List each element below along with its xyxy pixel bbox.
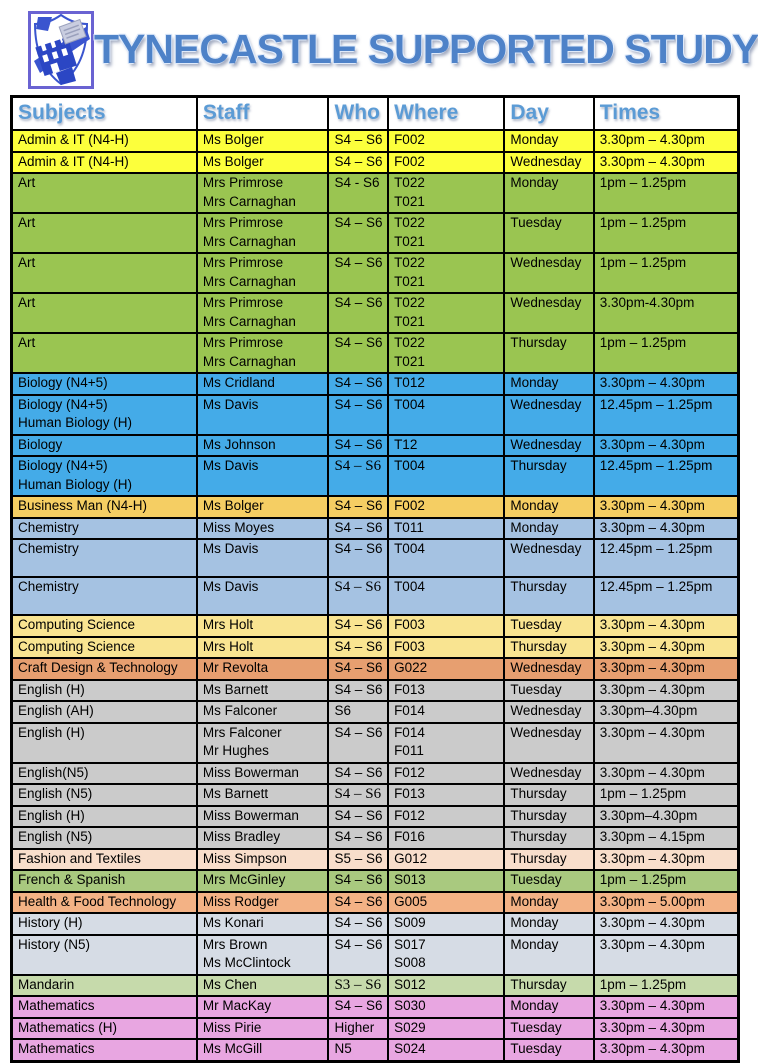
cell-who: S4 – S6 [328, 152, 388, 174]
cell-who: S4 – S6 [328, 615, 388, 637]
cell-staff: Mrs Primrose Mrs Carnaghan [197, 333, 329, 373]
cell-day: Tuesday [504, 213, 593, 253]
cell-staff: Mrs Primrose Mrs Carnaghan [197, 213, 329, 253]
table-row [12, 395, 739, 435]
cell-subject: English (N5) [12, 827, 197, 849]
cell-day: Thursday [504, 806, 593, 828]
column-header-subjects: Subjects [12, 97, 197, 131]
supported-study-table [10, 95, 740, 1063]
cell-staff: Ms Davis [197, 539, 329, 577]
cell-times: 1pm – 1.25pm [594, 173, 739, 213]
cell-times: 12.45pm – 1.25pm [594, 577, 739, 615]
column-header-who: Who [328, 97, 388, 131]
cell-who: S4 – S6 [328, 680, 388, 702]
table-row [12, 130, 739, 152]
cell-staff: Ms Bolger [197, 130, 329, 152]
cell-times: 3.30pm – 4.30pm [594, 658, 739, 680]
cell-staff: Ms Davis [197, 395, 329, 435]
cell-who: S4 – S6 [328, 213, 388, 253]
cell-subject: Chemistry [12, 518, 197, 540]
cell-day: Monday [504, 996, 593, 1018]
cell-subject: Mathematics (H) [12, 1018, 197, 1040]
table-row [12, 1018, 739, 1040]
cell-times: 3.30pm – 4.30pm [594, 435, 739, 457]
cell-subject: Art [12, 213, 197, 253]
cell-staff: Miss Bowerman [197, 763, 329, 785]
cell-who: S4 – S6 [328, 935, 388, 975]
cell-times: 3.30pm – 4.30pm [594, 373, 739, 395]
cell-staff: Miss Pirie [197, 1018, 329, 1040]
cell-times: 3.30pm – 4.30pm [594, 496, 739, 518]
cell-day: Monday [504, 892, 593, 914]
cell-where: T004 [388, 577, 504, 615]
cell-where: F002 [388, 496, 504, 518]
cell-who: S4 – S6 [328, 996, 388, 1018]
cell-where: G022 [388, 658, 504, 680]
cell-who: S4 – S6 [328, 577, 388, 615]
cell-subject: Health & Food Technology [12, 892, 197, 914]
cell-day: Wednesday [504, 539, 593, 577]
cell-who: S5 – S6 [328, 849, 388, 871]
cell-staff: Ms Bolger [197, 152, 329, 174]
cell-where: F002 [388, 152, 504, 174]
cell-staff: Mrs Brown Ms McClintock [197, 935, 329, 975]
cell-staff: Ms Davis [197, 456, 329, 496]
cell-staff: Miss Simpson [197, 849, 329, 871]
cell-times: 3.30pm – 4.30pm [594, 913, 739, 935]
table-row [12, 435, 739, 457]
cell-day: Wednesday [504, 763, 593, 785]
cell-subject: Mandarin [12, 975, 197, 997]
cell-who: S4 – S6 [328, 456, 388, 496]
cell-who: Higher [328, 1018, 388, 1040]
table-row [12, 173, 739, 213]
table-row [12, 827, 739, 849]
cell-subject: Computing Science [12, 637, 197, 659]
cell-day: Tuesday [504, 1039, 593, 1061]
cell-subject: Mathematics [12, 996, 197, 1018]
cell-subject: Biology (N4+5) [12, 373, 197, 395]
cell-staff: Mr MacKay [197, 996, 329, 1018]
cell-day: Thursday [504, 849, 593, 871]
cell-times: 3.30pm – 4.30pm [594, 680, 739, 702]
cell-who: S4 – S6 [328, 637, 388, 659]
table-row [12, 615, 739, 637]
cell-where: T12 [388, 435, 504, 457]
cell-subject: Craft Design & Technology [12, 658, 197, 680]
cell-staff: Mr Revolta [197, 658, 329, 680]
cell-subject: English (H) [12, 723, 197, 763]
table-row [12, 784, 739, 806]
cell-day: Wednesday [504, 723, 593, 763]
cell-who: S4 – S6 [328, 373, 388, 395]
column-header-staff: Staff [197, 97, 329, 131]
cell-times: 3.30pm – 4.30pm [594, 1039, 739, 1061]
page-title: TYNECASTLE SUPPORTED STUDY [94, 26, 758, 72]
cell-who: S4 – S6 [328, 913, 388, 935]
cell-times: 1pm – 1.25pm [594, 870, 739, 892]
cell-who: S4 – S6 [328, 784, 388, 806]
cell-who: S4 - S6 [328, 173, 388, 213]
cell-staff: Mrs McGinley [197, 870, 329, 892]
cell-subject: English (N5) [12, 784, 197, 806]
cell-subject: Art [12, 253, 197, 293]
table-row [12, 637, 739, 659]
cell-day: Wednesday [504, 152, 593, 174]
cell-where: T022 T021 [388, 253, 504, 293]
cell-subject: History (N5) [12, 935, 197, 975]
cell-times: 3.30pm – 4.30pm [594, 935, 739, 975]
table-row [12, 373, 739, 395]
cell-staff: Ms Johnson [197, 435, 329, 457]
table-row [12, 913, 739, 935]
cell-where: F016 [388, 827, 504, 849]
table-row [12, 763, 739, 785]
cell-who: S4 – S6 [328, 723, 388, 763]
cell-where: T012 [388, 373, 504, 395]
cell-day: Thursday [504, 456, 593, 496]
cell-times: 1pm – 1.25pm [594, 784, 739, 806]
cell-staff: Ms Chen [197, 975, 329, 997]
cell-who: S4 – S6 [328, 763, 388, 785]
cell-day: Monday [504, 518, 593, 540]
table-row [12, 701, 739, 723]
table-row [12, 577, 739, 615]
cell-day: Tuesday [504, 615, 593, 637]
cell-subject: Biology (N4+5) Human Biology (H) [12, 395, 197, 435]
table-row [12, 496, 739, 518]
cell-day: Tuesday [504, 1018, 593, 1040]
cell-times: 3.30pm – 4.30pm [594, 849, 739, 871]
column-header-day: Day [504, 97, 593, 131]
cell-times: 12.45pm – 1.25pm [594, 395, 739, 435]
table-row [12, 849, 739, 871]
cell-times: 3.30pm – 4.30pm [594, 763, 739, 785]
cell-day: Wednesday [504, 658, 593, 680]
cell-who: S4 – S6 [328, 435, 388, 457]
table-row [12, 518, 739, 540]
cell-times: 3.30pm-4.30pm [594, 293, 739, 333]
cell-who: S4 – S6 [328, 806, 388, 828]
school-crest-icon [28, 11, 94, 89]
cell-subject: Art [12, 333, 197, 373]
cell-subject: Biology [12, 435, 197, 457]
cell-times: 3.30pm–4.30pm [594, 806, 739, 828]
cell-day: Thursday [504, 975, 593, 997]
cell-day: Monday [504, 496, 593, 518]
cell-who: S4 – S6 [328, 892, 388, 914]
cell-where: F003 [388, 637, 504, 659]
cell-staff: Mrs Primrose Mrs Carnaghan [197, 253, 329, 293]
cell-where: S013 [388, 870, 504, 892]
cell-staff: Miss Moyes [197, 518, 329, 540]
cell-staff: Mrs Primrose Mrs Carnaghan [197, 293, 329, 333]
cell-where: F014 [388, 701, 504, 723]
cell-where: T004 [388, 539, 504, 577]
cell-subject: Computing Science [12, 615, 197, 637]
table-header-row [12, 97, 739, 131]
column-header-times: Times [594, 97, 739, 131]
cell-where: F003 [388, 615, 504, 637]
cell-day: Monday [504, 130, 593, 152]
cell-times: 3.30pm – 4.30pm [594, 615, 739, 637]
cell-day: Thursday [504, 827, 593, 849]
cell-times: 1pm – 1.25pm [594, 213, 739, 253]
cell-where: S030 [388, 996, 504, 1018]
cell-where: G005 [388, 892, 504, 914]
cell-staff: Mrs Primrose Mrs Carnaghan [197, 173, 329, 213]
cell-times: 3.30pm – 5.00pm [594, 892, 739, 914]
cell-times: 3.30pm – 4.30pm [594, 637, 739, 659]
masthead [0, 0, 758, 92]
cell-staff: Mrs Falconer Mr Hughes [197, 723, 329, 763]
cell-where: T022 T021 [388, 293, 504, 333]
cell-where: S029 [388, 1018, 504, 1040]
cell-times: 3.30pm – 4.30pm [594, 723, 739, 763]
cell-subject: Chemistry [12, 539, 197, 577]
cell-where: T004 [388, 395, 504, 435]
cell-times: 1pm – 1.25pm [594, 253, 739, 293]
cell-where: S017 S008 [388, 935, 504, 975]
cell-where: F013 [388, 784, 504, 806]
cell-who: S4 – S6 [328, 496, 388, 518]
cell-staff: Mrs Holt [197, 615, 329, 637]
cell-subject: Mathematics [12, 1039, 197, 1061]
column-header-where: Where [388, 97, 504, 131]
cell-staff: Ms Barnett [197, 680, 329, 702]
table-row [12, 152, 739, 174]
cell-day: Wednesday [504, 293, 593, 333]
cell-day: Monday [504, 913, 593, 935]
cell-where: F014 F011 [388, 723, 504, 763]
cell-where: T011 [388, 518, 504, 540]
cell-times: 1pm – 1.25pm [594, 975, 739, 997]
table-row [12, 456, 739, 496]
cell-who: S4 – S6 [328, 870, 388, 892]
table-header [12, 97, 739, 131]
cell-day: Thursday [504, 333, 593, 373]
cell-staff: Ms Davis [197, 577, 329, 615]
cell-subject: English (H) [12, 680, 197, 702]
table-row [12, 539, 739, 577]
cell-subject: Chemistry [12, 577, 197, 615]
cell-who: S6 [328, 701, 388, 723]
cell-where: F002 [388, 130, 504, 152]
cell-subject: Fashion and Textiles [12, 849, 197, 871]
cell-times: 12.45pm – 1.25pm [594, 456, 739, 496]
cell-times: 12.45pm – 1.25pm [594, 539, 739, 577]
cell-subject: Art [12, 173, 197, 213]
cell-day: Wednesday [504, 701, 593, 723]
cell-subject: Admin & IT (N4-H) [12, 152, 197, 174]
cell-day: Wednesday [504, 253, 593, 293]
table-row [12, 806, 739, 828]
table-row [12, 333, 739, 373]
cell-where: G012 [388, 849, 504, 871]
cell-where: T022 T021 [388, 213, 504, 253]
cell-staff: Ms Konari [197, 913, 329, 935]
cell-times: 1pm – 1.25pm [594, 333, 739, 373]
cell-where: S024 [388, 1039, 504, 1061]
cell-where: F012 [388, 763, 504, 785]
table-row [12, 996, 739, 1018]
cell-where: S009 [388, 913, 504, 935]
cell-who: S4 – S6 [328, 658, 388, 680]
cell-day: Tuesday [504, 870, 593, 892]
cell-who: S4 – S6 [328, 253, 388, 293]
cell-where: T022 T021 [388, 333, 504, 373]
cell-where: S012 [388, 975, 504, 997]
cell-who: S4 – S6 [328, 539, 388, 577]
cell-subject: English (AH) [12, 701, 197, 723]
cell-staff: Ms Falconer [197, 701, 329, 723]
cell-staff: Ms Bolger [197, 496, 329, 518]
cell-times: 3.30pm – 4.30pm [594, 996, 739, 1018]
cell-subject: French & Spanish [12, 870, 197, 892]
table-row [12, 870, 739, 892]
cell-times: 3.30pm–4.30pm [594, 701, 739, 723]
cell-staff: Mrs Holt [197, 637, 329, 659]
table-row [12, 213, 739, 253]
cell-times: 3.30pm – 4.15pm [594, 827, 739, 849]
cell-who: S4 – S6 [328, 333, 388, 373]
cell-day: Monday [504, 173, 593, 213]
cell-day: Thursday [504, 637, 593, 659]
table-row [12, 892, 739, 914]
cell-day: Tuesday [504, 680, 593, 702]
table-row [12, 253, 739, 293]
cell-times: 3.30pm – 4.30pm [594, 152, 739, 174]
cell-day: Monday [504, 373, 593, 395]
cell-day: Thursday [504, 577, 593, 615]
cell-who: N5 [328, 1039, 388, 1061]
cell-subject: Admin & IT (N4-H) [12, 130, 197, 152]
cell-staff: Miss Bradley [197, 827, 329, 849]
cell-where: F012 [388, 806, 504, 828]
cell-who: S4 – S6 [328, 395, 388, 435]
cell-subject: Biology (N4+5) Human Biology (H) [12, 456, 197, 496]
table-row [12, 723, 739, 763]
cell-times: 3.30pm – 4.30pm [594, 518, 739, 540]
table-row [12, 680, 739, 702]
cell-subject: English (H) [12, 806, 197, 828]
cell-staff: Ms Barnett [197, 784, 329, 806]
cell-day: Monday [504, 935, 593, 975]
cell-subject: History (H) [12, 913, 197, 935]
cell-subject: Business Man (N4-H) [12, 496, 197, 518]
table-row [12, 658, 739, 680]
cell-subject: English(N5) [12, 763, 197, 785]
cell-staff: Miss Rodger [197, 892, 329, 914]
table-row [12, 935, 739, 975]
cell-who: S4 – S6 [328, 293, 388, 333]
cell-staff: Ms Cridland [197, 373, 329, 395]
cell-staff: Ms McGill [197, 1039, 329, 1061]
cell-who: S3 – S6 [328, 975, 388, 997]
cell-times: 3.30pm – 4.30pm [594, 1018, 739, 1040]
cell-where: T022 T021 [388, 173, 504, 213]
cell-who: S4 – S6 [328, 827, 388, 849]
cell-where: T004 [388, 456, 504, 496]
cell-day: Thursday [504, 784, 593, 806]
cell-who: S4 – S6 [328, 130, 388, 152]
cell-day: Wednesday [504, 435, 593, 457]
cell-times: 3.30pm – 4.30pm [594, 130, 739, 152]
cell-where: F013 [388, 680, 504, 702]
cell-subject: Art [12, 293, 197, 333]
table-row [12, 1039, 739, 1061]
cell-staff: Miss Bowerman [197, 806, 329, 828]
cell-day: Wednesday [504, 395, 593, 435]
table-row [12, 293, 739, 333]
table-row [12, 975, 739, 997]
cell-who: S4 – S6 [328, 518, 388, 540]
